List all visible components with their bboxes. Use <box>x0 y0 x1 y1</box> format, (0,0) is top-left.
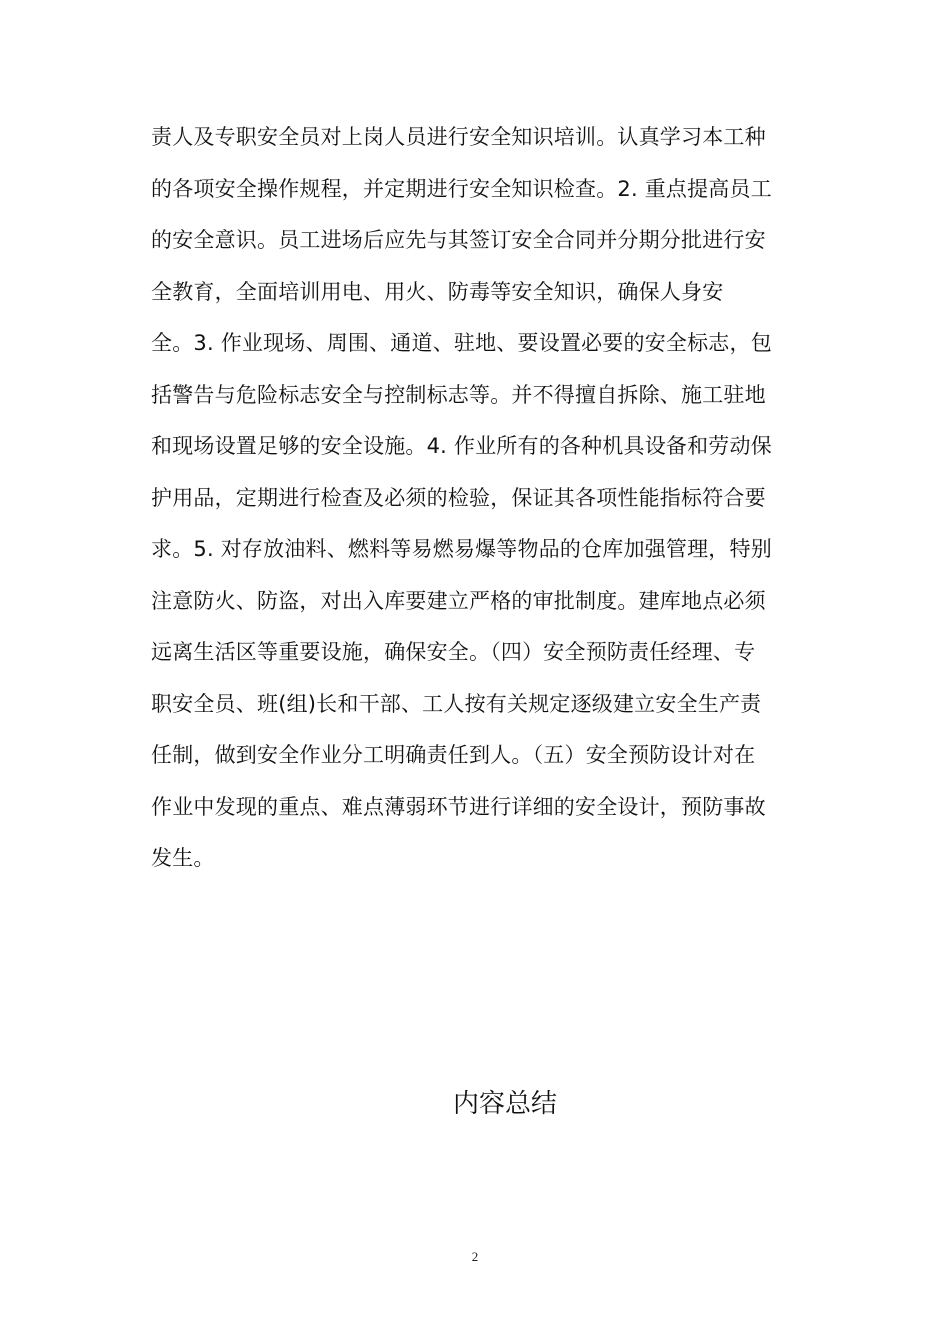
paragraph-line-2: 的各项安全操作规程，并定期进行安全知识检查。2. 重点提高员工 <box>151 176 772 201</box>
paragraph-line-4: 全教育，全面培训用电、用火、防毒等安全知识，确保人身安 <box>151 279 724 304</box>
paragraph-line-9: 求。5. 对存放油料、燃料等易燃易爆等物品的仓库加强管理，特别 <box>151 537 772 561</box>
paragraph-line-1: 责人及专职安全员对上岗人员进行安全知识培训。认真学习本工种 <box>151 125 766 149</box>
paragraph-line-14: 作业中发现的重点、难点薄弱环节进行详细的安全设计，预防事故 <box>151 794 766 819</box>
paragraph-line-6: 括警告与危险标志安全与控制标志等。并不得擅自拆除、施工驻地 <box>151 382 766 407</box>
paragraph-line-3: 的安全意识。员工进场后应先与其签订安全合同并分期分批进行安 <box>151 228 766 252</box>
summary-heading: 内容总结 <box>452 1089 557 1119</box>
paragraph-line-5: 全。3. 作业现场、周围、通道、驻地、要设置必要的安全标志，包 <box>151 331 772 355</box>
body-paragraph <box>151 112 811 885</box>
paragraph-line-13: 任制，做到安全作业分工明确责任到人。（五）安全预防设计对在 <box>151 743 756 767</box>
page-number: 2 <box>471 1249 479 1264</box>
paragraph-line-7: 和现场设置足够的安全设施。4. 作业所有的各种机具设备和劳动保 <box>151 434 772 458</box>
paragraph-line-15: 发生。 <box>151 846 215 870</box>
paragraph-line-8: 护用品，定期进行检查及必须的检验，保证其各项性能指标符合要 <box>151 485 766 510</box>
paragraph-line-12: 职安全员、班(组)长和干部、工人按有关规定逐级建立安全生产责 <box>151 691 762 716</box>
paragraph-line-10: 注意防火、防盗，对出入库要建立严格的审批制度。建库地点必须 <box>151 588 766 613</box>
paragraph-line-11: 远离生活区等重要设施，确保安全。（四）安全预防责任经理、专 <box>151 640 756 664</box>
